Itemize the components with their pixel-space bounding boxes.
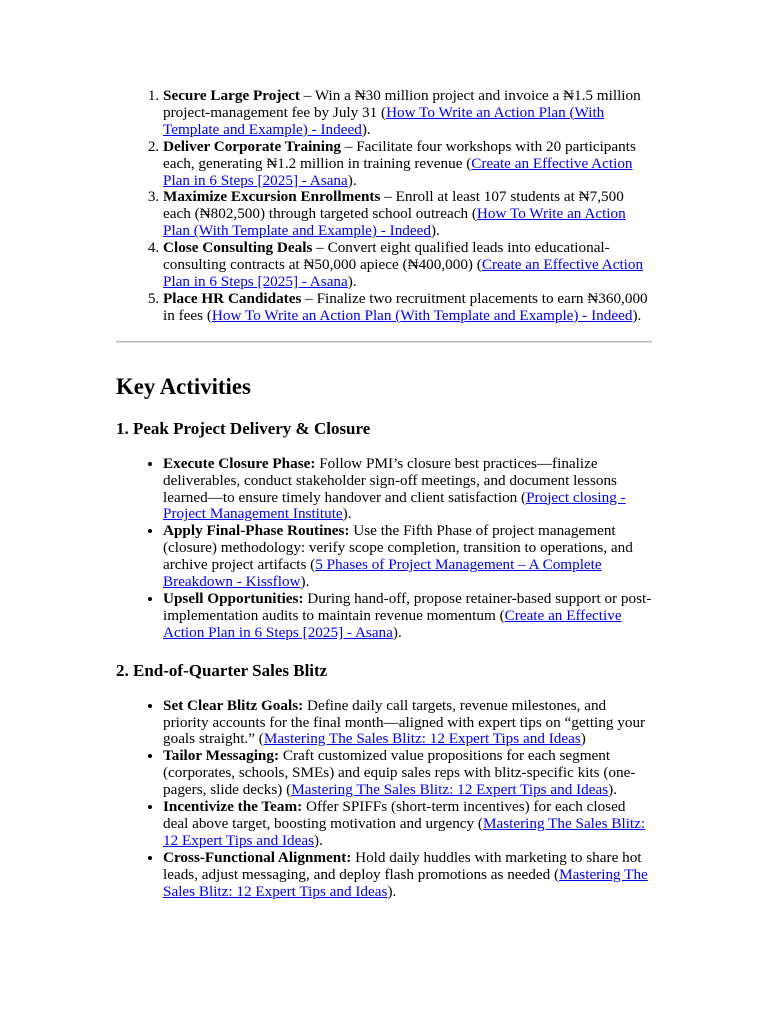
goal-tail: ). — [347, 171, 357, 189]
activity-item — [163, 523, 652, 591]
document-content — [116, 88, 652, 901]
goal-title: Secure Large Project — [163, 87, 300, 104]
activity-tail: ). — [342, 505, 352, 523]
section-heading: 2. End-of-Quarter Sales Blitz — [116, 660, 328, 680]
goal-tail: ). — [347, 272, 357, 290]
activity-title: Incentivize the Team: — [163, 798, 303, 816]
activity-source-link[interactable]: Mastering The Sales Blitz: 12 Expert Tips and Ideas — [163, 815, 646, 849]
goal-item — [163, 139, 652, 190]
goal-text: – Win a ₦30 million project and invoice a ₦1.5 million project-management fee by July 31 ( — [163, 87, 641, 121]
goal-title: Maximize Excursion Enrollments — [163, 188, 381, 206]
activity-source-link[interactable]: 5 Phases of Project Management – A Complete Breakdown - Kissflow — [163, 556, 602, 591]
goal-text: – Convert eight qualified leads into educational-consulting contracts at ₦50,000 apiece (₦400,000) ( — [163, 239, 610, 274]
activity-tail: ). — [387, 882, 397, 900]
goal-title: Close Consulting Deals — [163, 239, 313, 257]
goal-text: – Finalize two recruitment placements to earn ₦360,000 in fees ( — [163, 289, 648, 324]
activity-text: Hold daily huddles with marketing to share hot leads, adjust messaging, and deploy flash promotions as needed ( — [163, 848, 642, 883]
activity-item — [163, 850, 652, 901]
activity-tail: ). — [608, 781, 618, 799]
activity-item — [163, 799, 652, 850]
goal-tail: ). — [632, 306, 642, 324]
key-activities-heading: Key Activities — [116, 373, 251, 399]
activity-list — [116, 698, 652, 901]
goal-title: Deliver Corporate Training — [163, 137, 342, 155]
activity-item — [163, 698, 652, 749]
activity-text: Follow PMI’s closure best practices—finalize deliverables, conduct stakeholder sign-off meetings, and document lessons learned—to ensure timely handover and client satisfaction ( — [163, 454, 617, 506]
goal-item — [163, 189, 652, 240]
activity-tail: ). — [392, 623, 402, 641]
activity-item — [163, 591, 652, 642]
activity-source-link[interactable]: Mastering The Sales Blitz: 12 Expert Tips and Ideas — [163, 865, 648, 900]
goal-source-link[interactable]: How To Write an Action Plan (With Template and Example) - Indeed — [163, 205, 626, 240]
activity-tail: ) — [580, 730, 586, 748]
activity-title: Apply Final-Phase Routines: — [163, 522, 350, 540]
activity-text: Use the Fifth Phase of project management (closure) methodology: verify scope completion, transition to operations, and archive project artifacts ( — [163, 522, 633, 574]
goal-text: – Facilitate four workshops with 20 participants each, generating ₦1.2 million in training revenue ( — [163, 137, 636, 172]
activity-title: Execute Closure Phase: — [163, 454, 316, 472]
activity-item — [163, 456, 652, 524]
activity-title: Tailor Messaging: — [163, 747, 280, 765]
section-divider — [116, 341, 652, 343]
activity-text: Offer SPIFFs (short-term incentives) for each closed deal above target, boosting motivation and urgency ( — [163, 798, 626, 832]
goal-source-link[interactable]: Create an Effective Action Plan in 6 Steps [2025] - Asana — [163, 256, 644, 290]
goal-tail: ). — [361, 120, 371, 138]
goal-source-link[interactable]: How To Write an Action Plan (With Template and Example) - Indeed — [163, 103, 605, 138]
activity-tail: ). — [314, 831, 323, 849]
goals-list — [116, 88, 652, 325]
activity-text: Craft customized value propositions for each segment (corporates, schools, SMEs) and equip sales reps with blitz-specific kits (one-pagers, slide decks) ( — [163, 747, 636, 799]
goal-text: – Enroll at least 107 students at ₦7,500 each (₦802,500) through targeted school outreach ( — [163, 188, 624, 223]
activity-text: During hand-off, propose retainer-based support or post-implementation audits to maintain revenue momentum ( — [163, 589, 652, 624]
activity-text: Define daily call targets, revenue milestones, and priority accounts for the final month—aligned with expert tips on “getting your goals straight.” ( — [163, 696, 646, 748]
activity-item — [163, 748, 652, 799]
activity-tail: ). — [300, 573, 310, 591]
goal-source-link[interactable]: How To Write an Action Plan (With Template and Example) - Indeed — [211, 306, 633, 324]
activity-source-link[interactable]: Project closing - Project Management Institute — [163, 488, 626, 523]
goal-item — [163, 88, 652, 139]
activity-source-link[interactable]: Mastering The Sales Blitz: 12 Expert Tips and Ideas — [263, 730, 581, 748]
goal-tail: ). — [430, 222, 440, 240]
section-heading: 1. Peak Project Delivery & Closure — [116, 418, 371, 438]
activity-title: Upsell Opportunities: — [163, 589, 304, 607]
goal-item — [163, 291, 652, 325]
activity-title: Set Clear Blitz Goals: — [163, 696, 304, 714]
activity-source-link[interactable]: Create an Effective Action Plan in 6 Steps [2025] - Asana — [163, 606, 622, 641]
activity-title: Cross-Functional Alignment: — [163, 848, 352, 866]
activity-list — [116, 456, 652, 642]
goal-source-link[interactable]: Create an Effective Action Plan in 6 Steps [2025] - Asana — [163, 154, 633, 189]
goal-title: Place HR Candidates — [163, 289, 302, 307]
goal-item — [163, 240, 652, 291]
activity-source-link[interactable]: Mastering The Sales Blitz: 12 Expert Tips and Ideas — [291, 781, 609, 799]
